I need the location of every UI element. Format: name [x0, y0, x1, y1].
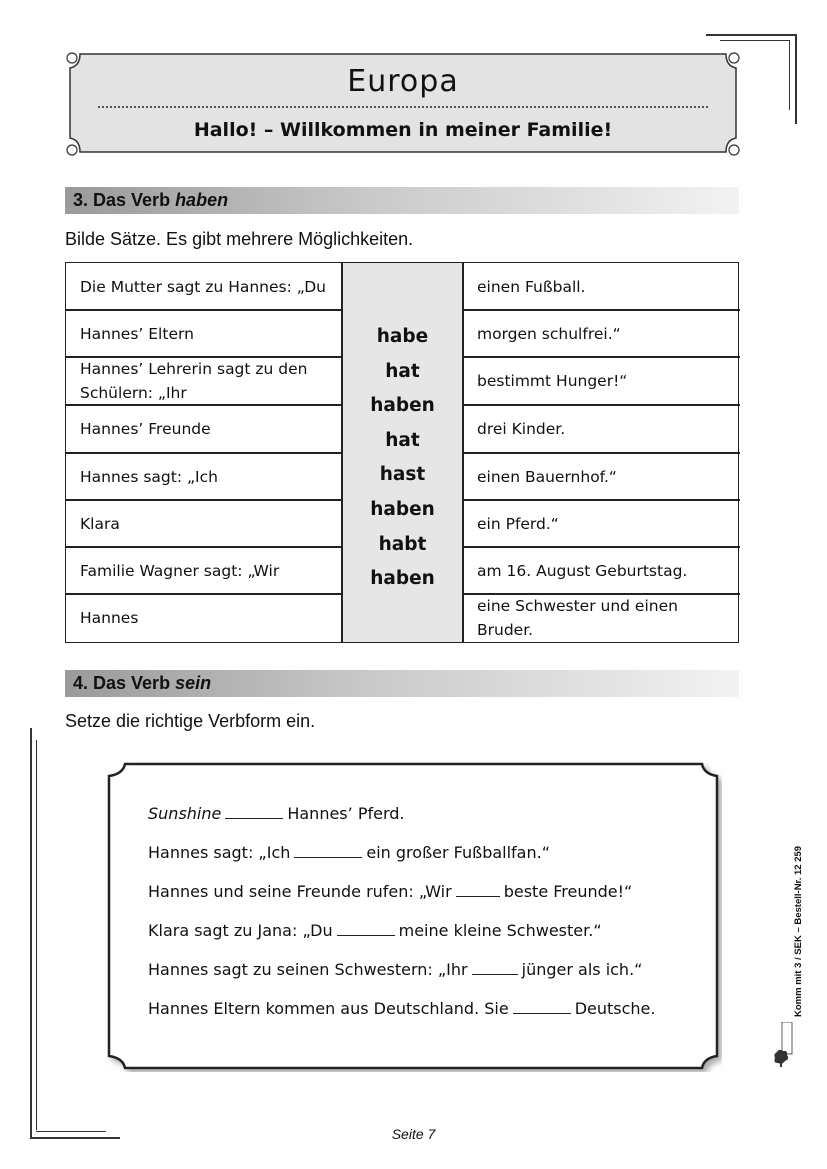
- sentence-after: beste Freunde!“: [503, 882, 633, 901]
- corner-line-left-vertical-2: [36, 740, 37, 1130]
- table-row-divider: [463, 452, 740, 454]
- table-row-divider: [66, 499, 342, 501]
- table-left-cell: Hannes sagt: „Ich: [80, 467, 218, 486]
- answer-blank[interactable]: [294, 843, 362, 858]
- corner-line-top-horizontal: [706, 34, 796, 36]
- section-3-instruction: Bilde Sätze. Es gibt mehrere Möglichkeiten.: [65, 229, 414, 249]
- corner-line-top-horizontal-2: [720, 40, 790, 41]
- verb-column: [342, 263, 463, 642]
- publisher-order-info: Komm mit 3 / SEK – Bestell-Nr. 12 259: [793, 845, 804, 1017]
- table-row-divider: [463, 546, 740, 548]
- sentence-line: [148, 960, 642, 979]
- table-row-divider: [463, 356, 740, 358]
- table-right-cell: ein Pferd.“: [477, 514, 559, 533]
- verb-option: habt: [378, 533, 427, 555]
- table-right-cell: bestimmt Hunger!“: [477, 372, 628, 390]
- section-4-heading-plain: 4. Das Verb: [73, 673, 176, 693]
- verb-option: hat: [385, 360, 420, 382]
- table-row-divider: [463, 309, 740, 311]
- answer-blank[interactable]: [513, 999, 571, 1014]
- section-4-heading-italic: sein: [175, 673, 212, 693]
- sentence-line: [148, 843, 550, 862]
- sentence-after: Deutsche.: [574, 999, 656, 1018]
- table-left-cell: Familie Wagner sagt: „Wir: [80, 561, 280, 580]
- sentence-before: Hannes Eltern kommen aus Deutschland. Sie: [148, 999, 509, 1018]
- answer-blank[interactable]: [472, 960, 518, 975]
- table-row-divider: [66, 452, 342, 454]
- section-4-instruction: Setze die richtige Verbform ein.: [65, 711, 316, 731]
- table-left-cell: Klara: [80, 514, 120, 533]
- sentence-before: Hannes sagt: „Ich: [148, 843, 291, 862]
- verb-option: haben: [370, 498, 435, 520]
- sentence-before: Hannes und seine Freunde rufen: „Wir: [148, 882, 452, 901]
- header-box: [66, 50, 740, 156]
- table-column-divider: [462, 263, 464, 642]
- table-left-cell: Hannes’ Lehrerin sagt zu den Schülern: „Ihr: [80, 360, 308, 402]
- verb-option: hat: [385, 429, 420, 451]
- sentence-before: Hannes sagt zu seinen Schwestern: „Ihr: [148, 960, 468, 979]
- sein-exercise-box: [105, 760, 722, 1072]
- table-right-cell: morgen schulfrei.“: [477, 324, 621, 343]
- page-title: Europa: [347, 64, 459, 99]
- table-left-cell: Hannes’ Freunde: [80, 420, 211, 438]
- answer-blank[interactable]: [225, 804, 283, 819]
- table-row-divider: [66, 356, 342, 358]
- verb-option: habe: [376, 326, 429, 347]
- table-right-cell: einen Bauernhof.“: [477, 467, 617, 486]
- table-row-divider: [463, 499, 740, 501]
- page-subtitle: Hallo! – Willkommen in meiner Familie!: [193, 119, 613, 141]
- table-left-cell: Hannes: [80, 608, 139, 627]
- section-3-heading-plain: 3. Das Verb: [73, 190, 176, 210]
- sentence-after: jünger als ich.“: [521, 960, 643, 979]
- table-row-divider: [463, 593, 740, 595]
- corner-line-left-vertical: [30, 728, 32, 1138]
- verb-table: [65, 262, 739, 643]
- table-row-divider: [463, 404, 740, 406]
- sentence-after: Hannes’ Pferd.: [287, 804, 405, 823]
- answer-blank[interactable]: [337, 921, 395, 936]
- sentence-after: meine kleine Schwester.“: [398, 921, 602, 940]
- verb-option: haben: [370, 568, 435, 590]
- table-right-cell: eine Schwester und einen Bruder.: [477, 596, 678, 639]
- table-column-divider: [341, 263, 343, 642]
- table-row-divider: [66, 404, 342, 406]
- sentence-after: ein großer Fußballfan.“: [366, 843, 550, 862]
- table-right-cell: am 16. August Geburtstag.: [477, 561, 688, 580]
- table-row-divider: [66, 309, 342, 311]
- sentence-line: [148, 882, 632, 901]
- sentence-line: [148, 999, 655, 1018]
- page-number: Seite 7: [391, 1126, 436, 1142]
- table-left-cell: Hannes’ Eltern: [80, 324, 194, 343]
- sentence-before: Klara sagt zu Jana: „Du: [148, 921, 333, 940]
- corner-line-top-vertical: [795, 34, 797, 124]
- verb-option: hast: [379, 464, 426, 486]
- table-row-divider: [66, 593, 342, 595]
- dotted-divider: [98, 106, 708, 108]
- table-right-cell: einen Fußball.: [477, 277, 586, 296]
- section-3-heading: [65, 187, 739, 214]
- corner-line-top-vertical-2: [789, 40, 790, 110]
- sentence-line: [148, 804, 404, 823]
- table-left-cell: Die Mutter sagt zu Hannes: „Du: [80, 277, 326, 296]
- table-right-cell: drei Kinder.: [477, 420, 566, 438]
- publisher-logo: [771, 1022, 793, 1068]
- verb-option: haben: [370, 395, 435, 417]
- table-row-divider: [66, 546, 342, 548]
- sentence-line: [148, 921, 602, 940]
- sentence-subject: Sunshine: [148, 804, 222, 823]
- section-4-heading: [65, 670, 739, 697]
- section-3-heading-italic: haben: [175, 190, 229, 210]
- answer-blank[interactable]: [456, 882, 500, 897]
